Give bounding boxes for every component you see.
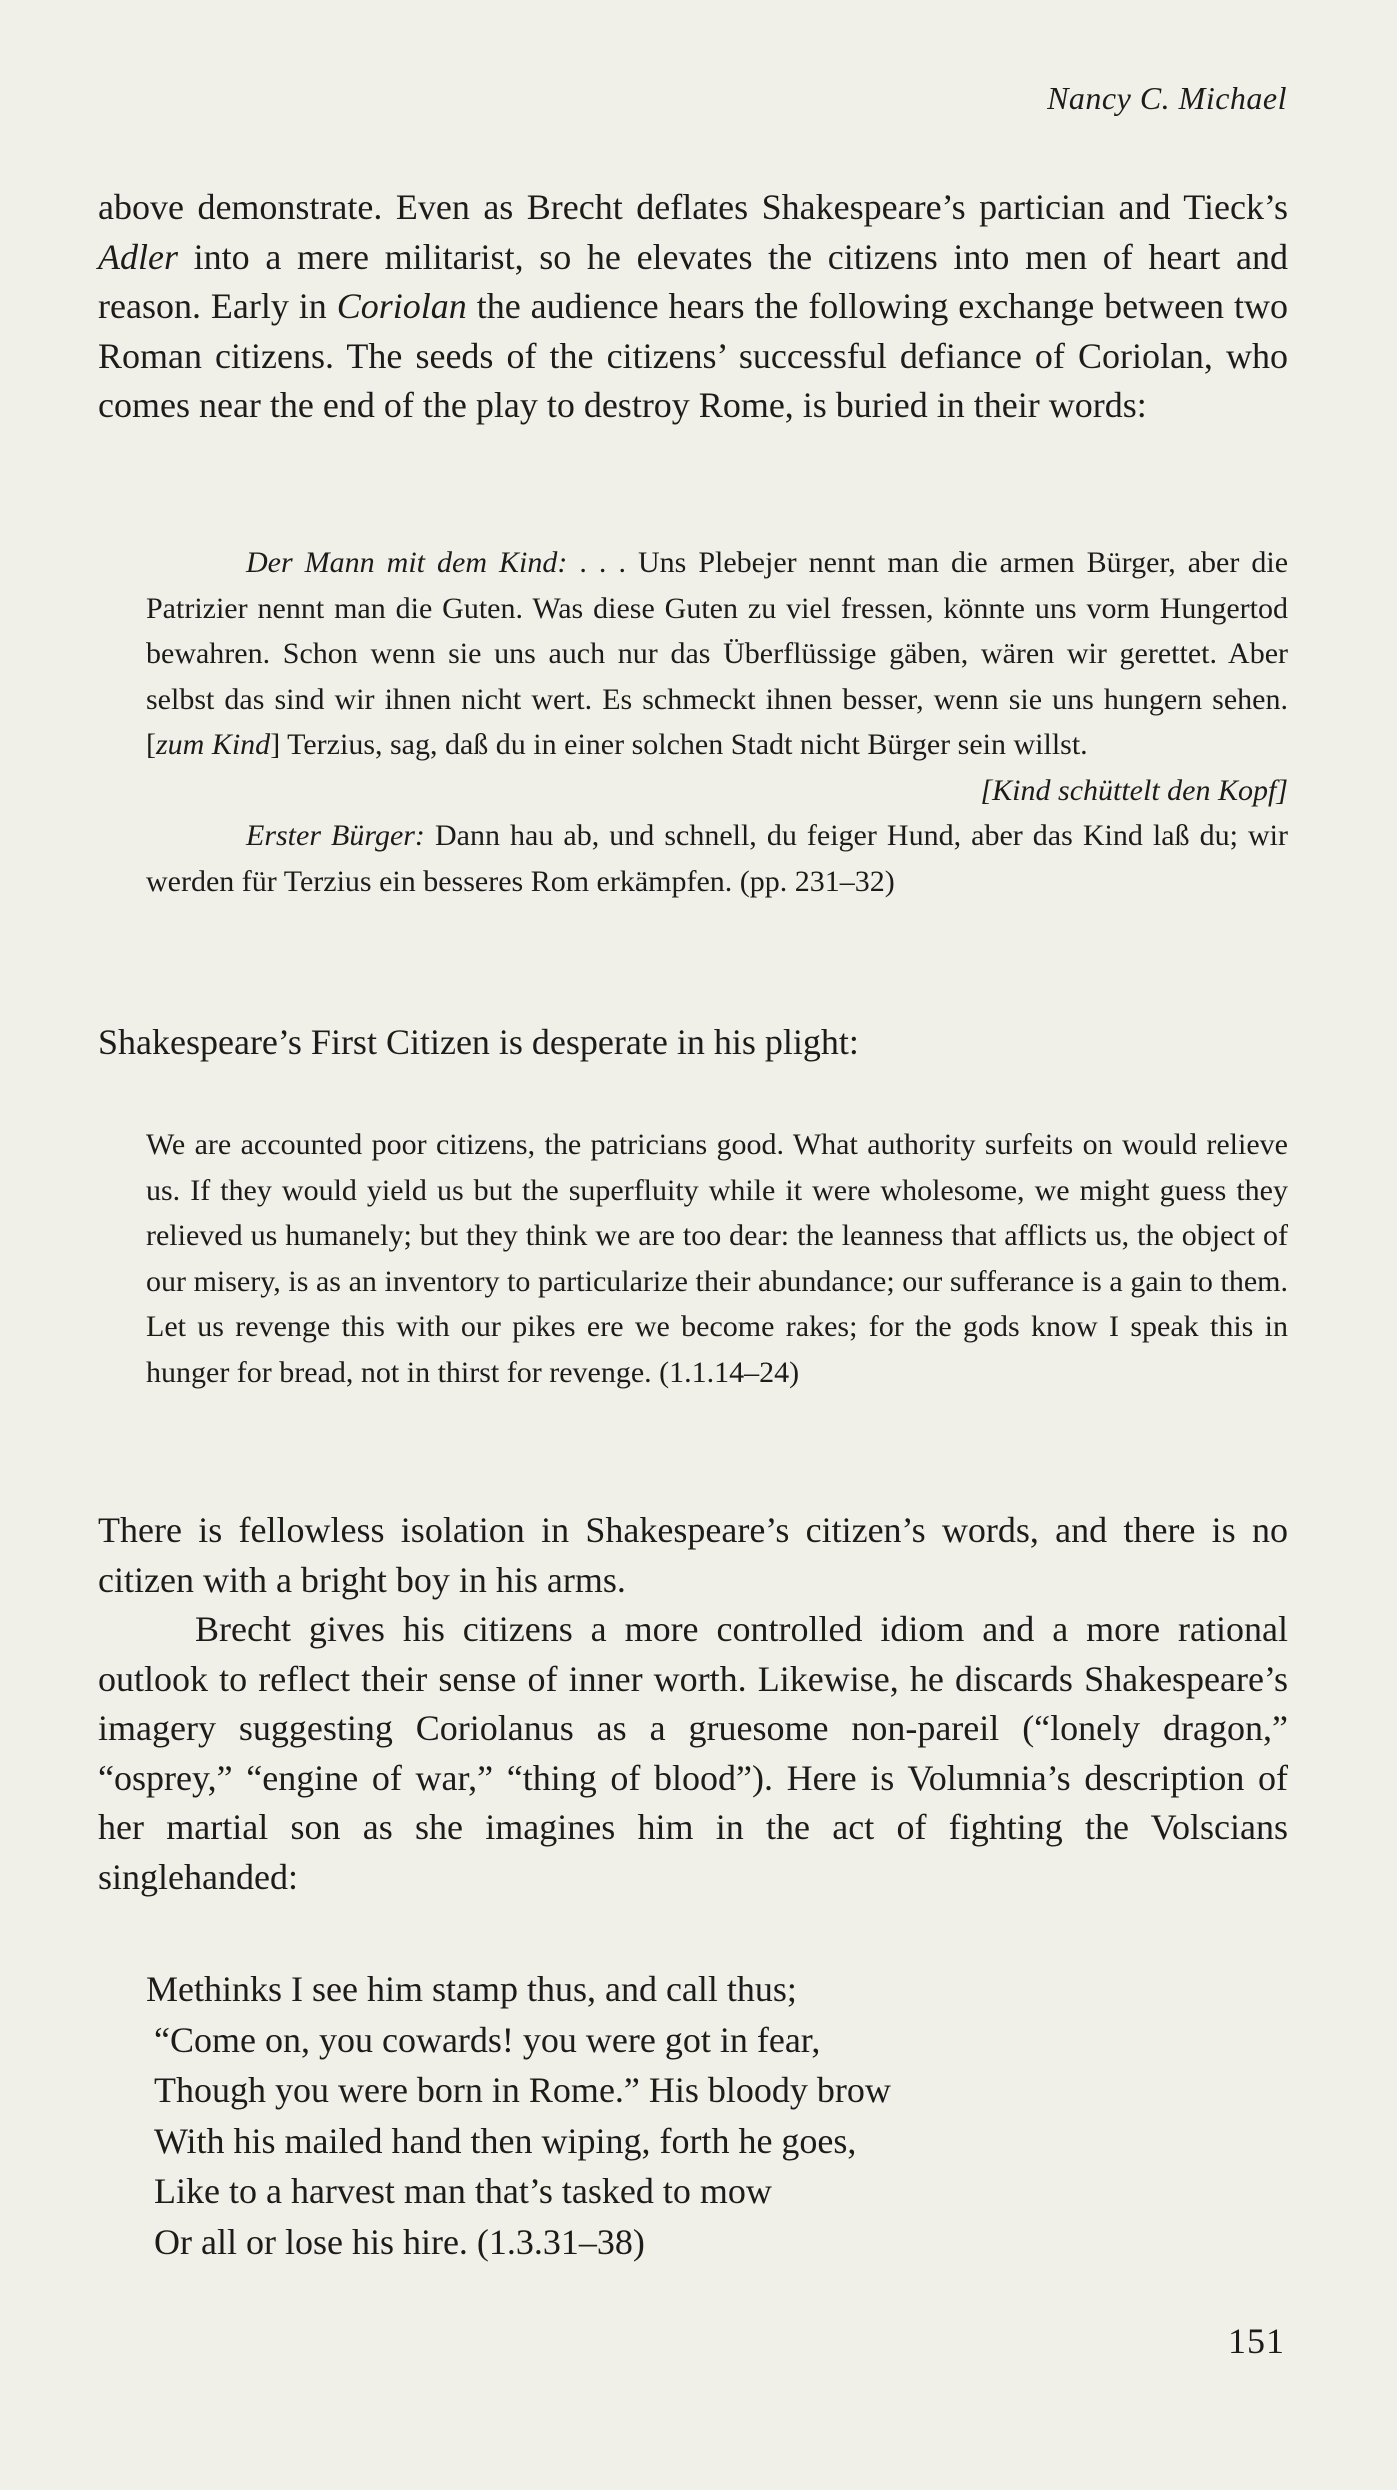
text-span: above demonstrate. Even as Brecht deflates Shakespeare’s partician and Tieck’s bbox=[98, 187, 1288, 227]
quote-speech-1 bbox=[146, 540, 1288, 768]
paragraph-analysis bbox=[98, 1506, 1288, 1902]
verse-line: Though you were born in Rome.” His bloody brow bbox=[154, 2070, 891, 2110]
paragraph-text: Brecht gives his citizens a more controlled idiom and a more rational outlook to reflect their sense of inner worth. Likewise, he discards Shakespeare’s imagery suggesting Coriolanus as a gruesome non-pareil (“lonely dragon,” “osprey,” “engine of war,” “thing of blood”). Here is Volumnia’s description of her martial son as she imagines him in the act of fighting the Volscians singlehanded: bbox=[98, 1609, 1288, 1897]
verse-line: Methinks I see him stamp thus, and call thus; bbox=[146, 1969, 797, 2009]
verse-quote bbox=[146, 1964, 891, 2267]
text-span: into a mere militarist, so he elevates the citizens into men of heart and reason. Early in bbox=[98, 236, 1288, 326]
italic-title-adler: Adler bbox=[98, 236, 178, 277]
text-span: the audience hears the following exchange between two Roman citizens. The seeds of the citizens’ successful defiance of Coriolan, who comes near the end of the play to destroy Rome, is buried in their words: bbox=[98, 286, 1288, 425]
verse-line: “Come on, you cowards! you were got in fear, bbox=[154, 2019, 821, 2060]
quote-speech-2 bbox=[146, 813, 1288, 904]
speaker-label: Erster Bürger: bbox=[246, 819, 425, 852]
paragraph-first-citizen: Shakespeare’s First Citizen is desperate in his plight: bbox=[98, 1022, 859, 1062]
speech-text: Dann hau ab, und schnell, du feiger Hund, aber das Kind laß du; wir werden für Terzius ein besseres Rom erkämpfen. (pp. 231–32) bbox=[146, 819, 1288, 898]
stage-direction: zum Kind bbox=[156, 728, 271, 761]
speech-text: . . . Uns Plebejer nennt man die armen Bürger, aber die Patrizier nennt man die Guten. Was diese Guten zu viel fressen, könnte uns vorm Hungertod bewahren. Schon wenn sie uns auch nur das Überflüssige gäben, wären wir gerettet. Aber selbst das sind wir ihnen nicht wert. Es schmeckt ihnen besser, wenn sie uns hungern sehen. [ bbox=[146, 546, 1289, 761]
paragraph-text: There is fellowless isolation in Shakespeare’s citizen’s words, and there is no citizen with a bright boy in his arms. bbox=[98, 1510, 1288, 1600]
block-quote-shakespeare: We are accounted poor citizens, the patricians good. What authority surfeits on would relieve us. If they would yield us but the superfluity while it were wholesome, we might guess they relieved us humanely; but they think we are too dear: the leanness that afflicts us, the object of our misery, is as an inventory to particularize their abundance; our sufferance is a gain to them. Let us revenge this with our pikes ere we become rakes; for the gods know I speak this in hunger for bread, not in thirst for revenge. (1.1.14–24) bbox=[146, 1128, 1288, 1389]
speaker-label: Der Mann mit dem Kind: bbox=[246, 546, 568, 579]
verse-line: With his mailed hand then wiping, forth he goes, bbox=[154, 2120, 857, 2161]
italic-title-coriolan: Coriolan bbox=[336, 286, 467, 326]
stage-direction-right: [Kind schüttelt den Kopf] bbox=[980, 773, 1288, 807]
paragraph-intro bbox=[98, 183, 1288, 431]
verse-line: Or all or lose his hire. (1.3.31–38) bbox=[154, 2221, 645, 2262]
block-quote-german bbox=[146, 540, 1288, 904]
page-number: 151 bbox=[1228, 2321, 1285, 2361]
speech-text: ] Terzius, sag, daß du in einer solchen Stadt nicht Bürger sein willst. bbox=[270, 728, 1088, 761]
running-head: Nancy C. Michael bbox=[1047, 80, 1287, 116]
verse-line: Like to a harvest man that’s tasked to mow bbox=[154, 2171, 772, 2211]
